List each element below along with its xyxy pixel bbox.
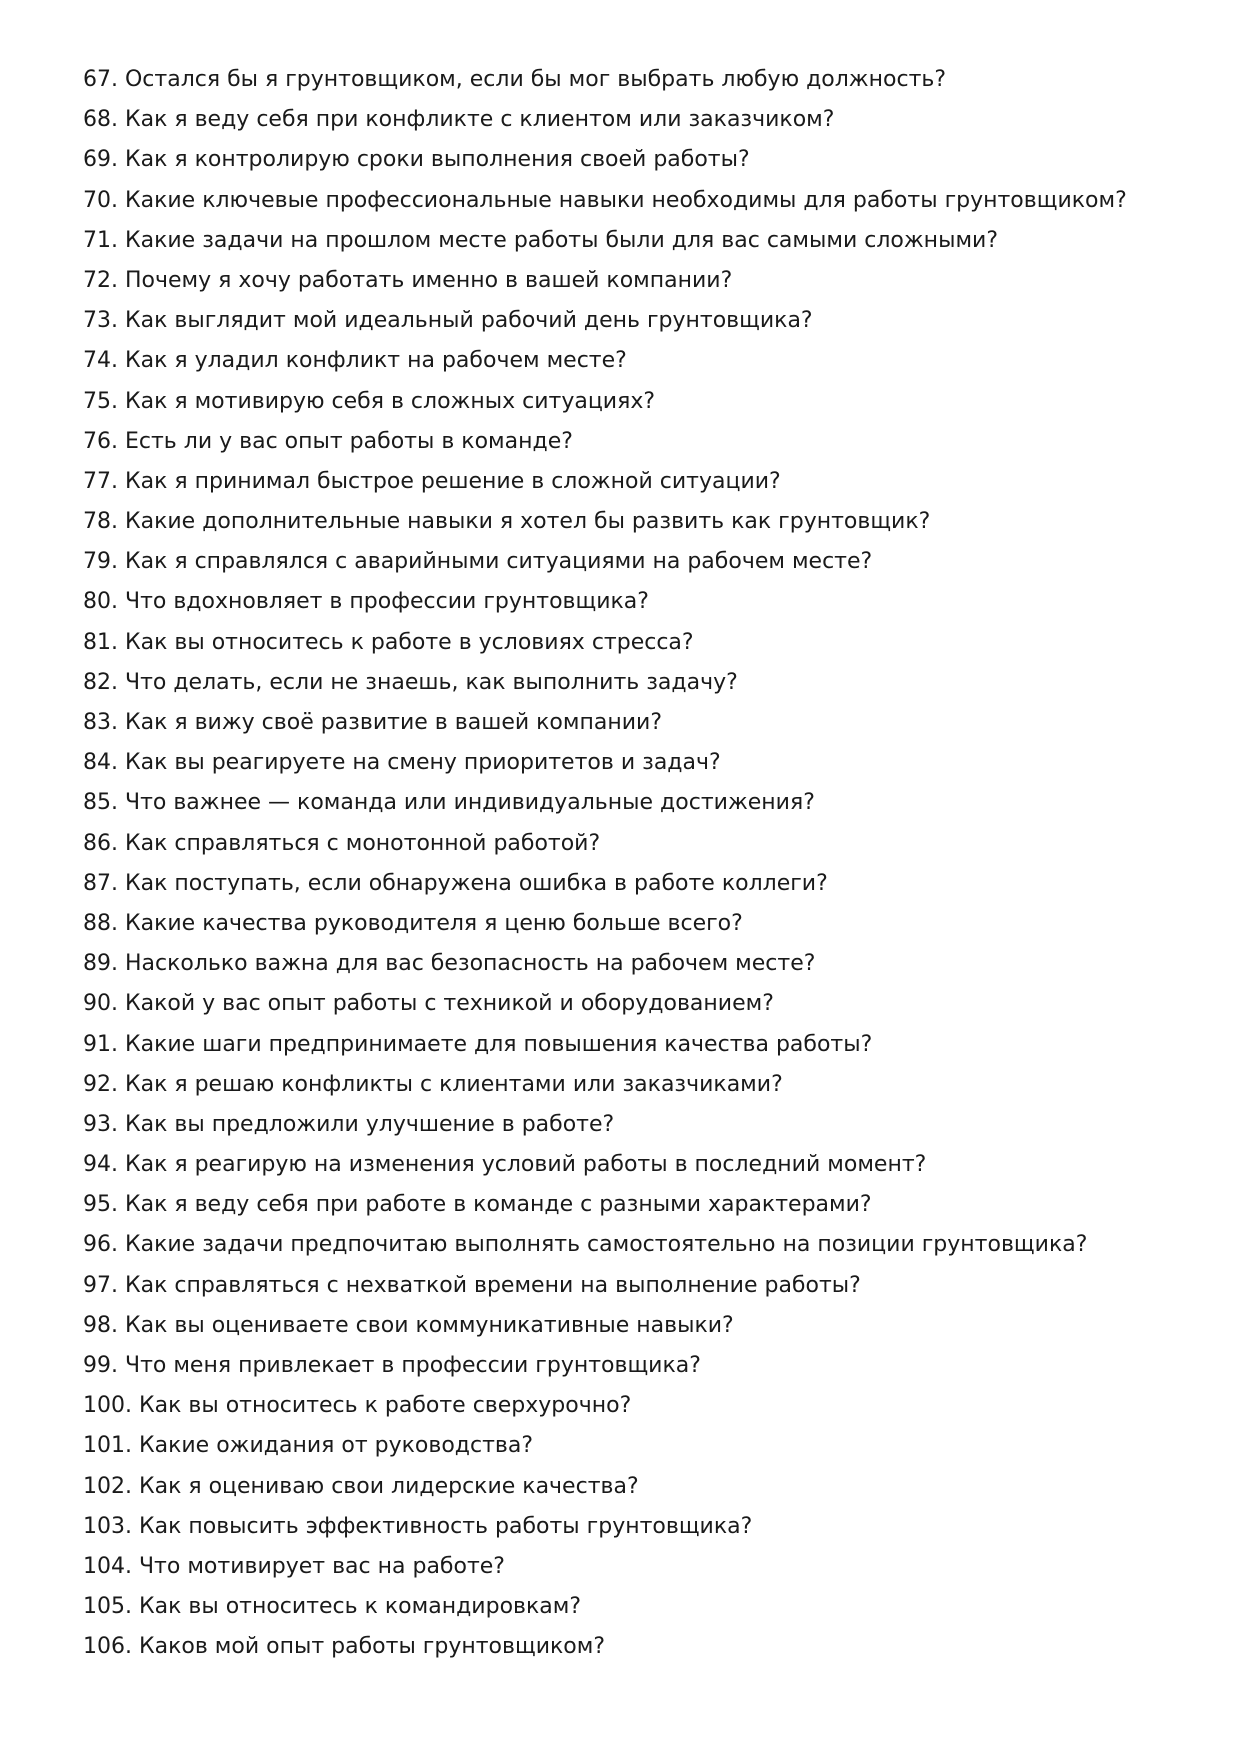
question-item: 72. Почему я хочу работать именно в вашей компании?: [83, 267, 733, 293]
question-item: 89. Насколько важна для вас безопасность на рабочем месте?: [83, 951, 816, 977]
question-item: 98. Как вы оцениваете свои коммуникативные навыки?: [83, 1312, 734, 1338]
question-item: 83. Как я вижу своё развитие в вашей компании?: [83, 710, 663, 735]
question-item: 92. Как я решаю конфликты с клиентами или заказчиками?: [83, 1071, 783, 1097]
question-item: 85. Что важнее — команда или индивидуальные достижения?: [83, 790, 815, 816]
question-item: 99. Что меня привлекает в профессии грунтовщика?: [83, 1353, 701, 1378]
question-item: 91. Какие шаги предпринимаете для повышения качества работы?: [83, 1031, 873, 1057]
question-item: 95. Как я веду себя при работе в команде с разными характерами?: [83, 1192, 872, 1218]
question-item: 78. Какие дополнительные навыки я хотел бы развить как грунтовщик?: [83, 509, 931, 535]
document-page: [83, 60, 1203, 1668]
question-item: 101. Какие ожидания от руководства?: [83, 1433, 534, 1459]
question-item: 70. Какие ключевые профессиональные навыки необходимы для работы грунтовщиком?: [83, 187, 1127, 213]
question-item: 68. Как я веду себя при конфликте с клиентом или заказчиком?: [83, 107, 835, 133]
question-item: 106. Каков мой опыт работы грунтовщиком?: [83, 1634, 606, 1660]
question-item: 73. Как выглядит мой идеальный рабочий день грунтовщика?: [83, 308, 813, 334]
question-item: 71. Какие задачи на прошлом месте работы были для вас самыми сложными?: [83, 227, 999, 253]
question-list: [83, 60, 1203, 1668]
question-item: 87. Как поступать, если обнаружена ошибка в работе коллеги?: [83, 870, 828, 896]
question-item: 104. Что мотивирует вас на работе?: [83, 1553, 505, 1579]
question-item: 80. Что вдохновляет в профессии грунтовщика?: [83, 589, 649, 615]
question-item: 93. Как вы предложили улучшение в работе?: [83, 1111, 615, 1137]
question-item: 79. Как я справлялся с аварийными ситуациями на рабочем месте?: [83, 549, 873, 575]
question-item: 100. Как вы относитесь к работе сверхурочно?: [83, 1393, 632, 1419]
question-item: 97. Как справляться с нехваткой времени на выполнение работы?: [83, 1272, 861, 1298]
question-item: 102. Как я оцениваю свои лидерские качества?: [83, 1473, 639, 1499]
question-item: 69. Как я контролирую сроки выполнения своей работы?: [83, 147, 750, 173]
question-item: 76. Есть ли у вас опыт работы в команде?: [83, 428, 573, 454]
question-item: 96. Какие задачи предпочитаю выполнять самостоятельно на позиции грунтовщика?: [83, 1232, 1088, 1258]
question-item: 90. Какой у вас опыт работы с техникой и оборудованием?: [83, 991, 774, 1017]
question-item: 103. Как повысить эффективность работы грунтовщика?: [83, 1513, 753, 1539]
question-item: 105. Как вы относитесь к командировкам?: [83, 1594, 582, 1620]
question-item: 84. Как вы реагируете на смену приоритетов и задач?: [83, 750, 721, 776]
question-item: 82. Что делать, если не знаешь, как выполнить задачу?: [83, 669, 738, 695]
question-item: 94. Как я реагирую на изменения условий работы в последний момент?: [83, 1152, 927, 1178]
question-item: 86. Как справляться с монотонной работой?: [83, 830, 601, 856]
question-item: 81. Как вы относитесь к работе в условиях стресса?: [83, 629, 694, 655]
question-item: 77. Как я принимал быстрое решение в сложной ситуации?: [83, 468, 781, 494]
question-item: 75. Как я мотивирую себя в сложных ситуациях?: [83, 388, 656, 414]
question-item: 88. Какие качества руководителя я ценю больше всего?: [83, 910, 743, 936]
question-item: 67. Остался бы я грунтовщиком, если бы мог выбрать любую должность?: [83, 67, 947, 92]
question-item: 74. Как я уладил конфликт на рабочем месте?: [83, 348, 627, 374]
